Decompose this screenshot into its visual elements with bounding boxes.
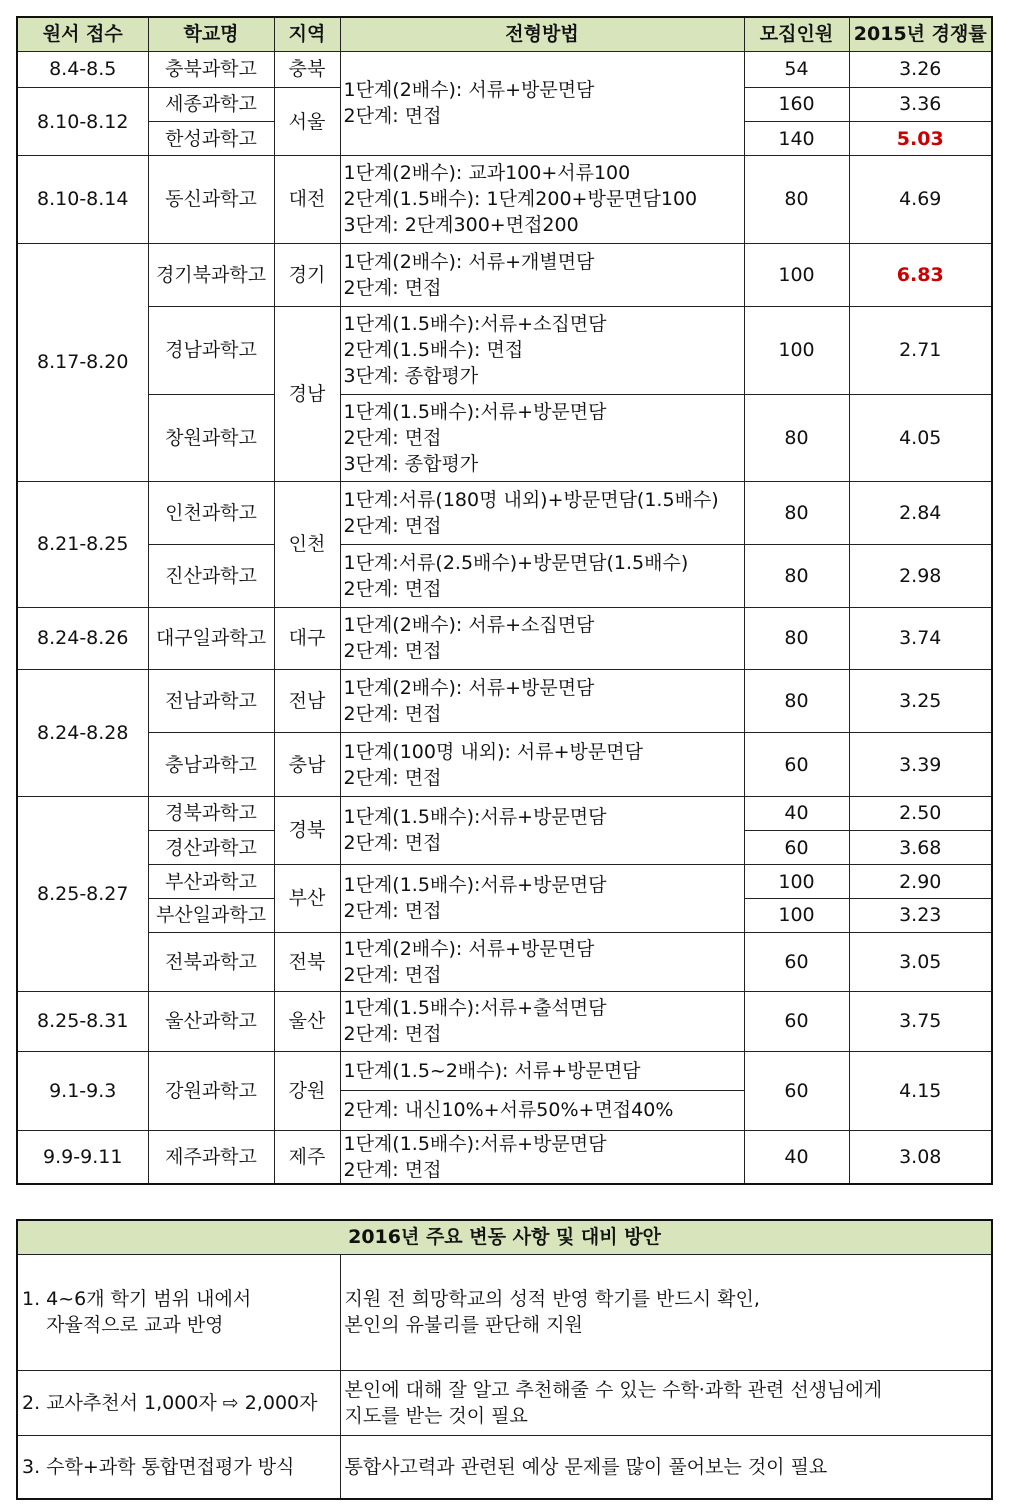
table-row: [17, 865, 992, 899]
rate-cell-highlight: 5.03: [849, 122, 992, 156]
table-row: [17, 1370, 992, 1435]
school-cell: 대구일과학고: [148, 607, 274, 669]
changes-title: 2016년 주요 변동 사항 및 대비 방안: [17, 1220, 992, 1254]
school-cell: 강원과학고: [148, 1052, 274, 1130]
table-row: [17, 1435, 992, 1499]
table-row: [17, 796, 992, 830]
date-cell: 8.10-8.12: [17, 87, 148, 155]
quota-cell: 80: [744, 394, 849, 481]
date-cell: 9.9-9.11: [17, 1130, 148, 1184]
change-item-cell: 3. 수학+과학 통합면접평가 방식: [17, 1435, 340, 1499]
school-cell: 경남과학고: [148, 307, 274, 394]
rate-cell: 3.05: [849, 932, 992, 991]
table-row: [17, 991, 992, 1051]
date-cell: 8.25-8.31: [17, 991, 148, 1051]
col-header-quota: 모집인원: [744, 17, 849, 51]
school-cell: 경북과학고: [148, 796, 274, 830]
school-cell: 창원과학고: [148, 394, 274, 481]
quota-cell: 100: [744, 899, 849, 932]
method-cell: 1단계(2배수): 서류+방문면담 2단계: 면접: [340, 932, 744, 991]
table-row: [17, 670, 992, 733]
change-item-cell: 1. 4~6개 학기 범위 내에서 자율적으로 교과 반영: [17, 1254, 340, 1370]
school-cell: 진산과학고: [148, 545, 274, 607]
col-header-date: 원서 접수: [17, 17, 148, 51]
rate-cell: 2.90: [849, 865, 992, 899]
quota-cell: 40: [744, 796, 849, 830]
rate-cell: 4.05: [849, 394, 992, 481]
region-cell: 강원: [274, 1052, 340, 1130]
region-cell: 대전: [274, 156, 340, 243]
date-cell: 8.17-8.20: [17, 243, 148, 481]
quota-cell: 60: [744, 1052, 849, 1130]
date-cell: 8.4-8.5: [17, 51, 148, 87]
school-cell: 경기북과학고: [148, 243, 274, 306]
table-row: [17, 607, 992, 669]
method-cell: 1단계(1.5배수):서류+소집면담 2단계(1.5배수): 면접 3단계: 종합평가: [340, 307, 744, 394]
header-row: [17, 1220, 992, 1254]
rate-cell: 3.74: [849, 607, 992, 669]
admission-schedule-table: [16, 16, 993, 1185]
region-cell: 충북: [274, 51, 340, 87]
quota-cell: 80: [744, 156, 849, 243]
quota-cell: 54: [744, 51, 849, 87]
rate-cell: 2.71: [849, 307, 992, 394]
region-cell: 전남: [274, 670, 340, 733]
method-cell: 1단계(1.5배수):서류+방문면담 2단계: 면접: [340, 865, 744, 932]
quota-cell: 100: [744, 243, 849, 306]
col-header-region: 지역: [274, 17, 340, 51]
table-row: [17, 733, 992, 796]
quota-cell: 80: [744, 607, 849, 669]
method-cell: 1단계(1.5배수):서류+방문면담 2단계: 면접 3단계: 종합평가: [340, 394, 744, 481]
date-cell: 8.10-8.14: [17, 156, 148, 243]
quota-cell: 80: [744, 482, 849, 545]
strategy-cell: 지원 전 희망학교의 성적 반영 학기를 반드시 확인, 본인의 유불리를 판단해 지원: [340, 1254, 992, 1370]
method-cell: 1단계(100명 내외): 서류+방문면담 2단계: 면접: [340, 733, 744, 796]
quota-cell: 60: [744, 991, 849, 1051]
header-row: [17, 17, 992, 51]
region-cell: 인천: [274, 482, 340, 608]
rate-cell: 2.84: [849, 482, 992, 545]
region-cell: 충남: [274, 733, 340, 796]
region-cell: 대구: [274, 607, 340, 669]
quota-cell: 140: [744, 122, 849, 156]
rate-cell: 2.50: [849, 796, 992, 830]
table-row: [17, 307, 992, 394]
quota-cell: 80: [744, 545, 849, 607]
region-cell: 경북: [274, 796, 340, 864]
rate-cell: 4.15: [849, 1052, 992, 1130]
rate-cell: 2.98: [849, 545, 992, 607]
date-cell: 8.21-8.25: [17, 482, 148, 608]
date-cell: 9.1-9.3: [17, 1052, 148, 1130]
method-cell: 1단계(2배수): 서류+개별면담 2단계: 면접: [340, 243, 744, 306]
date-cell: 8.24-8.28: [17, 670, 148, 797]
table-row: [17, 1130, 992, 1184]
table-row: [17, 156, 992, 243]
table-row: [17, 932, 992, 991]
quota-cell: 60: [744, 830, 849, 864]
method-cell: 1단계(1.5배수):서류+방문면담 2단계: 면접: [340, 796, 744, 864]
table-row: [17, 51, 992, 87]
school-cell: 충남과학고: [148, 733, 274, 796]
rate-cell: 3.68: [849, 830, 992, 864]
school-cell: 충북과학고: [148, 51, 274, 87]
school-cell: 동신과학고: [148, 156, 274, 243]
date-cell: 8.25-8.27: [17, 796, 148, 991]
col-header-rate: 2015년 경쟁률: [849, 17, 992, 51]
quota-cell: 80: [744, 670, 849, 733]
change-item-cell: 2. 교사추천서 1,000자 ⇨ 2,000자: [17, 1370, 340, 1435]
method-cell: 1단계(2배수): 서류+방문면담 2단계: 면접: [340, 670, 744, 733]
table-row: [17, 482, 992, 545]
quota-cell: 60: [744, 932, 849, 991]
rate-cell: 3.75: [849, 991, 992, 1051]
school-cell: 제주과학고: [148, 1130, 274, 1184]
region-cell: 전북: [274, 932, 340, 991]
region-cell: 경남: [274, 307, 340, 482]
table-row: [17, 545, 992, 607]
quota-cell: 40: [744, 1130, 849, 1184]
table-row: [17, 1254, 992, 1370]
school-cell: 부산과학고: [148, 865, 274, 899]
rate-cell: 3.39: [849, 733, 992, 796]
method-cell: 1단계:서류(180명 내외)+방문면담(1.5배수) 2단계: 면접: [340, 482, 744, 545]
table-row: [17, 243, 992, 306]
school-cell: 인천과학고: [148, 482, 274, 545]
strategy-cell: 본인에 대해 잘 알고 추천해줄 수 있는 수학·과학 관련 선생님에게 지도를 받는 것이 필요: [340, 1370, 992, 1435]
school-cell: 전남과학고: [148, 670, 274, 733]
date-cell: 8.24-8.26: [17, 607, 148, 669]
region-cell: 부산: [274, 865, 340, 932]
quota-cell: 100: [744, 865, 849, 899]
quota-cell: 100: [744, 307, 849, 394]
method-cell: 1단계:서류(2.5배수)+방문면담(1.5배수) 2단계: 면접: [340, 545, 744, 607]
method-cell: 1단계(2배수): 서류+방문면담 2단계: 면접: [340, 51, 744, 156]
col-header-school: 학교명: [148, 17, 274, 51]
strategy-cell: 통합사고력과 관련된 예상 문제를 많이 풀어보는 것이 필요: [340, 1435, 992, 1499]
table-row: [17, 394, 992, 481]
changes-2016-table: [16, 1219, 993, 1500]
col-header-method: 전형방법: [340, 17, 744, 51]
region-cell: 울산: [274, 991, 340, 1051]
table-row: [17, 1052, 992, 1091]
region-cell: 경기: [274, 243, 340, 306]
school-cell: 경산과학고: [148, 830, 274, 864]
school-cell: 부산일과학고: [148, 899, 274, 932]
school-cell: 울산과학고: [148, 991, 274, 1051]
quota-cell: 60: [744, 733, 849, 796]
method-cell: 1단계(1.5배수):서류+방문면담 2단계: 면접: [340, 1130, 744, 1184]
rate-cell: 3.08: [849, 1130, 992, 1184]
rate-cell: 3.36: [849, 87, 992, 121]
rate-cell: 3.26: [849, 51, 992, 87]
rate-cell: 3.25: [849, 670, 992, 733]
method-cell: 2단계: 내신10%+서류50%+면접40%: [340, 1091, 744, 1130]
rate-cell-highlight: 6.83: [849, 243, 992, 306]
quota-cell: 160: [744, 87, 849, 121]
school-cell: 전북과학고: [148, 932, 274, 991]
method-cell: 1단계(1.5배수):서류+출석면담 2단계: 면접: [340, 991, 744, 1051]
school-cell: 세종과학고: [148, 87, 274, 121]
method-cell: 1단계(2배수): 서류+소집면담 2단계: 면접: [340, 607, 744, 669]
region-cell: 제주: [274, 1130, 340, 1184]
rate-cell: 3.23: [849, 899, 992, 932]
region-cell: 서울: [274, 87, 340, 155]
school-cell: 한성과학고: [148, 122, 274, 156]
rate-cell: 4.69: [849, 156, 992, 243]
method-cell: 1단계(2배수): 교과100+서류100 2단계(1.5배수): 1단계200+방문면담100 3단계: 2단계300+면접200: [340, 156, 744, 243]
method-cell: 1단계(1.5~2배수): 서류+방문면담: [340, 1052, 744, 1091]
